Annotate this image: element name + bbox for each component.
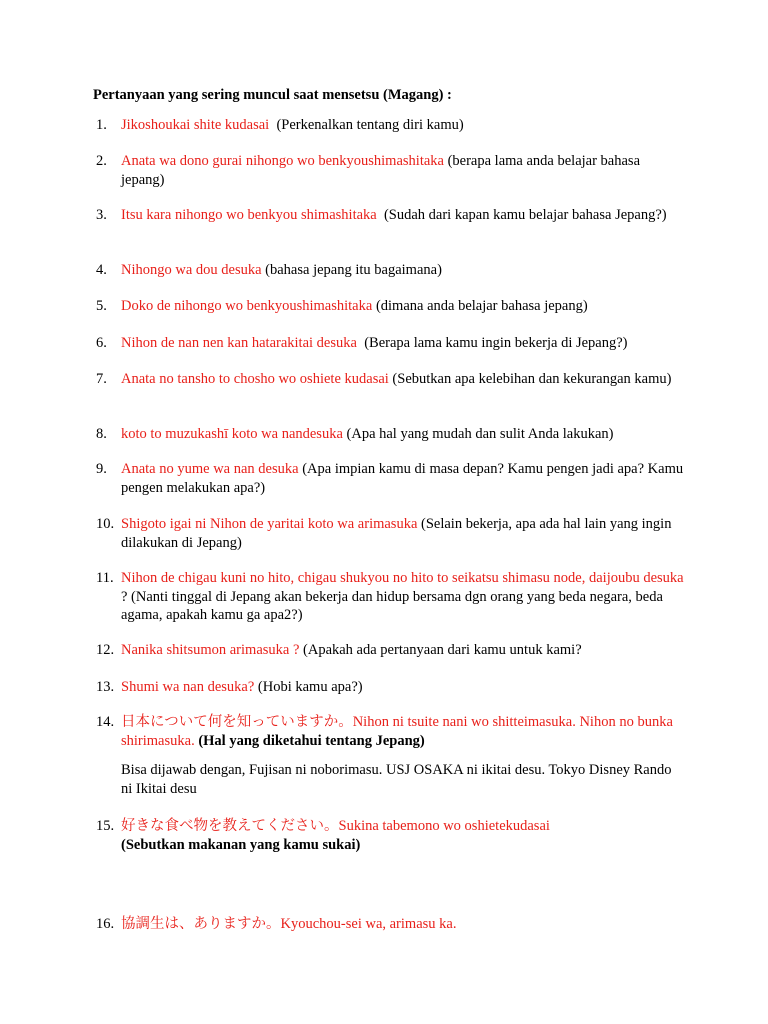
list-item bbox=[96, 817, 686, 854]
japanese-question: Nihon de nan nen kan hatarakitai desuka bbox=[121, 335, 357, 351]
japanese-question: Shumi wa nan desuka? bbox=[121, 679, 255, 695]
translation: (Berapa lama kamu ingin bekerja di Jepang?) bbox=[364, 335, 628, 351]
japanese-question: koto to muzukashī koto wa nandesuka bbox=[121, 426, 343, 442]
list-item bbox=[96, 297, 686, 316]
item-number: 1. bbox=[96, 117, 107, 133]
translation: (Apakah ada pertanyaan dari kamu untuk kami? bbox=[303, 642, 582, 658]
translation: (Hal yang diketahui tentang Jepang) bbox=[198, 732, 425, 749]
list-item bbox=[96, 334, 686, 353]
list-item bbox=[96, 152, 686, 189]
translation: (Apa hal yang mudah dan sulit Anda lakukan) bbox=[346, 426, 614, 442]
japanese-question: Nihongo wa dou desuka bbox=[121, 262, 262, 278]
item-number: 12. bbox=[96, 642, 115, 658]
answer-note: Bisa dijawab dengan, Fujisan ni noborimasu. USJ OSAKA ni ikitai desu. Tokyo Disney Rando ni Ikitai desu bbox=[121, 762, 672, 797]
item-number: 3. bbox=[96, 207, 107, 223]
translation: (bahasa jepang itu bagaimana) bbox=[265, 262, 442, 278]
translation: (Sebutkan apa kelebihan dan kekurangan kamu) bbox=[392, 371, 672, 387]
item-number: 2. bbox=[96, 153, 107, 169]
list-item bbox=[96, 641, 686, 660]
japanese-question: Nanika shitsumon arimasuka ? bbox=[121, 642, 300, 658]
item-number: 9. bbox=[96, 461, 107, 477]
list-item bbox=[96, 915, 686, 934]
japanese-question: Anata no yume wa nan desuka bbox=[121, 461, 299, 477]
item-number: 6. bbox=[96, 335, 107, 351]
item-number: 15. bbox=[96, 818, 115, 834]
list-item bbox=[96, 425, 686, 444]
item-number: 10. bbox=[96, 516, 115, 532]
list-item bbox=[96, 370, 686, 389]
translation: (berapa lama anda belajar bahasa jepang) bbox=[121, 153, 641, 188]
japanese-question: 協調生は、ありますか。Kyouchou-sei wa, arimasu ka. bbox=[121, 916, 457, 932]
item-number: 11. bbox=[96, 570, 114, 586]
translation: (Sudah dari kapan kamu belajar bahasa Jepang?) bbox=[383, 207, 667, 223]
japanese-question: Nihon de chigau kuni no hito, chigau shukyou no hito to seikatsu shimasu node, daijoubu desuka bbox=[121, 570, 684, 586]
list-item bbox=[96, 678, 686, 697]
list-item bbox=[96, 460, 686, 497]
japanese-question: Itsu kara nihongo wo benkyou shimashitaka bbox=[121, 207, 377, 223]
translation: (Hobi kamu apa?) bbox=[257, 679, 363, 695]
japanese-question: Anata no tansho to chosho wo oshiete kudasai bbox=[121, 371, 389, 387]
translation: (Apa impian kamu di masa depan? Kamu pengen jadi apa? Kamu pengen melakukan apa?) bbox=[121, 461, 684, 496]
list-item bbox=[96, 206, 686, 225]
item-number: 14. bbox=[96, 714, 115, 730]
list-item bbox=[96, 515, 686, 552]
list-item bbox=[96, 713, 686, 750]
list-item bbox=[96, 116, 686, 135]
translation: (Selain bekerja, apa ada hal lain yang ingin dilakukan di Jepang) bbox=[121, 516, 672, 551]
japanese-question: Doko de nihongo wo benkyoushimashitaka bbox=[121, 298, 373, 314]
item-number: 4. bbox=[96, 262, 107, 278]
list-item bbox=[96, 261, 686, 280]
translation: ? (Nanti tinggal di Jepang akan bekerja dan hidup bersama dgn orang yang beda negara, beda agama, apakah kamu ga apa2?) bbox=[121, 588, 663, 623]
item-number: 7. bbox=[96, 371, 107, 387]
japanese-question: Jikoshoukai shite kudasai bbox=[121, 117, 270, 133]
japanese-question: 好きな食べ物を教えてください。Sukina tabemono wo oshietekudasai bbox=[121, 818, 550, 834]
translation: (dimana anda belajar bahasa jepang) bbox=[375, 298, 588, 314]
japanese-question: 日本について何を知っていますか。Nihon ni tsuite nani wo shitteimasuka. Nihon no bunka shirimasuka. bbox=[121, 714, 673, 749]
japanese-question: Shigoto igai ni Nihon de yaritai koto wa arimasuka bbox=[121, 516, 418, 532]
item-number: 8. bbox=[96, 426, 107, 442]
item-number: 13. bbox=[96, 679, 115, 695]
page-title: Pertanyaan yang sering muncul saat mensetsu (Magang) : bbox=[93, 87, 452, 103]
item-number: 5. bbox=[96, 298, 107, 314]
translation: (Sebutkan makanan yang kamu sukai) bbox=[121, 836, 361, 853]
japanese-question: Anata wa dono gurai nihongo wo benkyoushimashitaka bbox=[121, 153, 444, 169]
list-item bbox=[96, 569, 686, 625]
item-number: 16. bbox=[96, 916, 115, 932]
translation: (Perkenalkan tentang diri kamu) bbox=[276, 117, 464, 133]
